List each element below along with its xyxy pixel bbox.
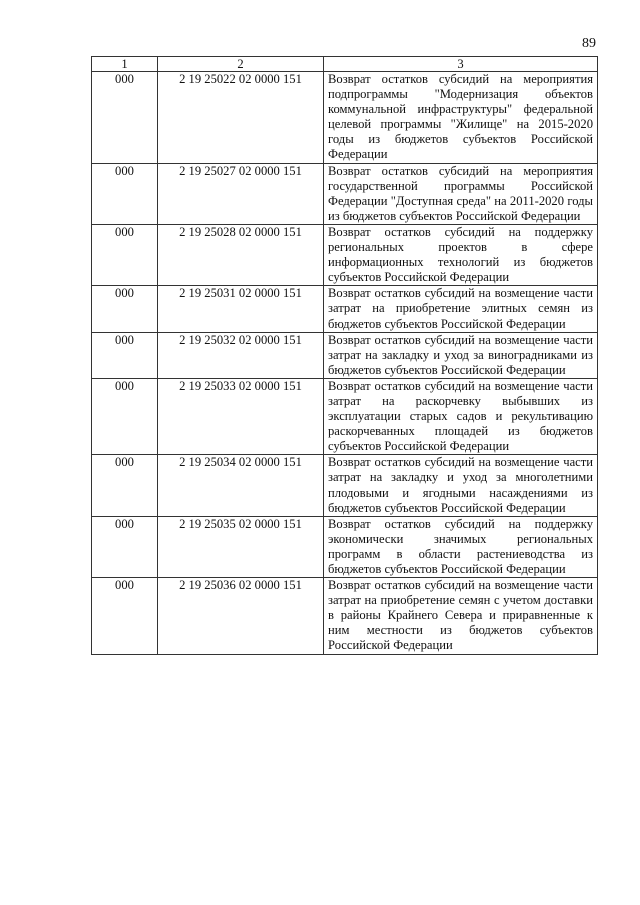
table-row <box>92 455 598 516</box>
admin-code-cell: 000 <box>92 286 158 332</box>
description-cell: Возврат остатков субсидий на поддержку экономически значимых региональных программ в области растениеводства из бюджетов субъектов Российской Федерации <box>324 516 598 577</box>
budget-classification-table <box>91 56 598 655</box>
page-number: 89 <box>582 36 596 51</box>
kbk-code-cell: 2 19 25033 02 0000 151 <box>158 378 324 454</box>
column-header-2: 2 <box>158 57 324 72</box>
description-cell: Возврат остатков субсидий на мероприятия подпрограммы "Модернизация объектов коммунальной инфраструктуры" федеральной целевой программы "Жилище" на 2015-2020 годы из бюджетов субъектов Российской Федерации <box>324 72 598 164</box>
admin-code-cell: 000 <box>92 163 158 224</box>
table-header-row <box>92 57 598 72</box>
table-row <box>92 72 598 164</box>
table-row <box>92 286 598 332</box>
table-row <box>92 578 598 654</box>
table-row <box>92 224 598 285</box>
kbk-code-cell: 2 19 25028 02 0000 151 <box>158 224 324 285</box>
kbk-code-cell: 2 19 25032 02 0000 151 <box>158 332 324 378</box>
kbk-code-cell: 2 19 25034 02 0000 151 <box>158 455 324 516</box>
column-header-1: 1 <box>92 57 158 72</box>
description-cell: Возврат остатков субсидий на возмещение части затрат на закладку и уход за многолетними плодовыми и ягодными насаждениями из бюджетов субъектов Российской Федерации <box>324 455 598 516</box>
table-row <box>92 378 598 454</box>
admin-code-cell: 000 <box>92 455 158 516</box>
admin-code-cell: 000 <box>92 378 158 454</box>
table-row <box>92 332 598 378</box>
column-header-3: 3 <box>324 57 598 72</box>
description-cell: Возврат остатков субсидий на возмещение части затрат на приобретение элитных семян из бюджетов субъектов Российской Федерации <box>324 286 598 332</box>
description-cell: Возврат остатков субсидий на возмещение части затрат на приобретение семян с учетом доставки в районы Крайнего Севера и приравненные к ним местности из бюджетов субъектов Российской Федерации <box>324 578 598 654</box>
description-cell: Возврат остатков субсидий на поддержку региональных проектов в сфере информационных технологий из бюджетов субъектов Российской Федерации <box>324 224 598 285</box>
admin-code-cell: 000 <box>92 72 158 164</box>
admin-code-cell: 000 <box>92 578 158 654</box>
admin-code-cell: 000 <box>92 332 158 378</box>
admin-code-cell: 000 <box>92 516 158 577</box>
kbk-code-cell: 2 19 25027 02 0000 151 <box>158 163 324 224</box>
table-row <box>92 163 598 224</box>
kbk-code-cell: 2 19 25036 02 0000 151 <box>158 578 324 654</box>
admin-code-cell: 000 <box>92 224 158 285</box>
description-cell: Возврат остатков субсидий на мероприятия государственной программы Российской Федерации "Доступная среда" на 2011-2020 годы из бюджетов субъектов Российской Федерации <box>324 163 598 224</box>
kbk-code-cell: 2 19 25035 02 0000 151 <box>158 516 324 577</box>
table-row <box>92 516 598 577</box>
description-cell: Возврат остатков субсидий на возмещение части затрат на раскорчевку выбывших из эксплуатации старых садов и рекультивацию раскорчеванных площадей из бюджетов субъектов Российской Федерации <box>324 378 598 454</box>
description-cell: Возврат остатков субсидий на возмещение части затрат на закладку и уход за виноградниками из бюджетов субъектов Российской Федерации <box>324 332 598 378</box>
kbk-code-cell: 2 19 25031 02 0000 151 <box>158 286 324 332</box>
kbk-code-cell: 2 19 25022 02 0000 151 <box>158 72 324 164</box>
